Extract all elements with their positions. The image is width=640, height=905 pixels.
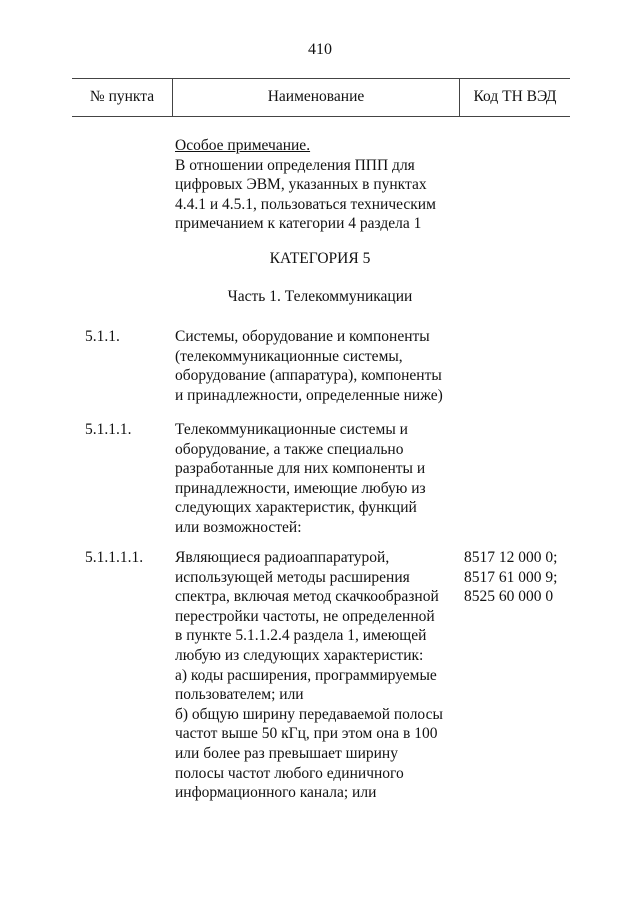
item-line: использующей методы расширения [175, 568, 410, 586]
item-line: или возможностей: [175, 518, 302, 536]
item-line: оборудование, а также специально [175, 440, 404, 458]
item-line: информационного канала; или [175, 784, 377, 802]
header-bottom-rule [72, 116, 570, 117]
item-line: пользователем; или [175, 686, 304, 704]
header-col-code: Код ТН ВЭД [473, 88, 557, 105]
item-line: полосы частот любого единичного [175, 764, 404, 782]
item-line: Являющиеся радиоаппаратурой, [175, 549, 390, 566]
header-top-rule [72, 78, 570, 79]
item-line: разработанные для них компоненты и [175, 460, 426, 478]
item-line: любую из следующих характеристик: [175, 646, 424, 664]
item-line: (телекоммуникационные системы, [175, 347, 403, 365]
item-number: 5.1.1.1.1. [85, 549, 144, 566]
note-line: цифровых ЭВМ, указанных в пунктах [175, 176, 427, 194]
item-line: или более раз превышает ширину [175, 744, 398, 762]
item-line: оборудование (аппаратура), компоненты [175, 367, 442, 385]
note-line: В отношении определения ППП для [175, 156, 415, 174]
item-line: а) коды расширения, программируемые [175, 666, 437, 684]
item-line: принадлежности, имеющие любую из [175, 479, 426, 497]
tnved-code: 8517 61 000 9; [464, 568, 558, 586]
item-line: следующих характеристик, функций [175, 499, 417, 517]
item-line: б) общую ширину передаваемой полосы [175, 705, 443, 723]
item-line: спектра, включая метод скачкообразной [175, 588, 439, 606]
tnved-code: 8525 60 000 0 [464, 588, 554, 606]
category-title: КАТЕГОРИЯ 5 [269, 250, 371, 267]
item-codes [464, 548, 574, 607]
item-description [175, 548, 460, 803]
item-line: Системы, оборудование и компоненты [175, 328, 430, 345]
item-line: и принадлежности, определенные ниже) [175, 386, 443, 404]
item-description [175, 327, 460, 405]
item-line: в пункте 5.1.1.2.4 раздела 1, имеющей [175, 627, 427, 645]
page-number: 410 [308, 41, 332, 58]
note-line: примечанием к категории 4 раздела 1 [175, 215, 422, 233]
item-line: перестройки частоты, не определенной [175, 607, 435, 625]
header-col-number: № пункта [89, 88, 155, 105]
item-line: частот выше 50 кГц, при этом она в 100 [175, 725, 438, 743]
item-number: 5.1.1.1. [85, 421, 132, 438]
note-line: 4.4.1 и 4.5.1, пользоваться техническим [175, 195, 436, 213]
tnved-code: 8517 12 000 0; [464, 549, 558, 566]
part-title: Часть 1. Телекоммуникации [227, 288, 413, 305]
item-description [175, 420, 460, 538]
special-note [175, 136, 460, 234]
header-col-name: Наименование [267, 88, 365, 105]
note-title: Особое примечание. [175, 137, 311, 154]
item-line: Телекоммуникационные системы и [175, 421, 408, 438]
item-number: 5.1.1. [85, 328, 120, 345]
